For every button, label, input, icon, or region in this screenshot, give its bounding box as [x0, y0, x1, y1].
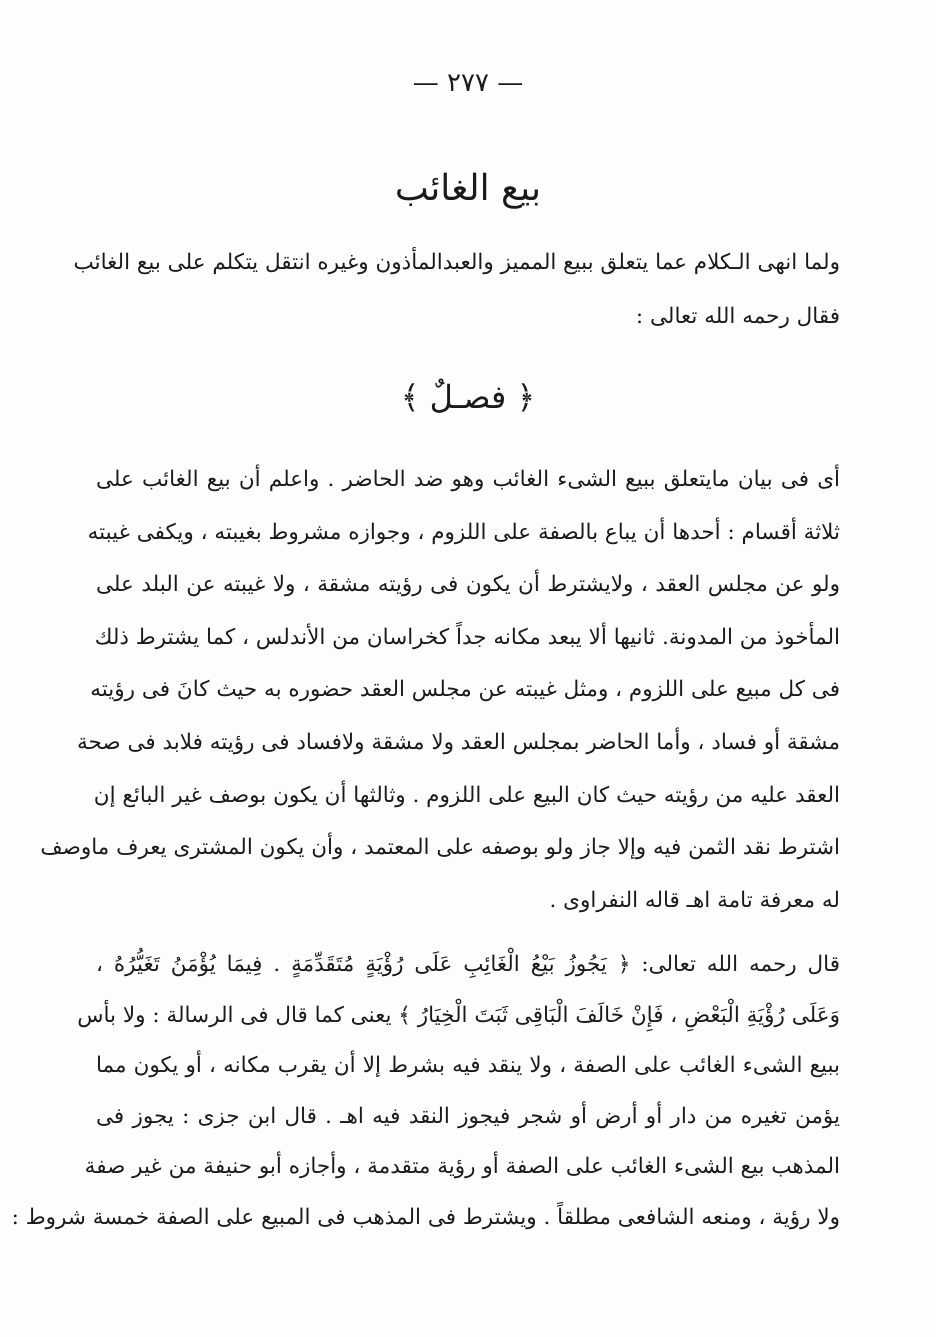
text-line: العقد عليه من رؤيته حيث كان البيع على اللزوم . وثالثها أن يكون بوصف غير البائع إن: [93, 782, 840, 808]
page-number: — ٢٧٧ —: [412, 68, 524, 98]
matn-paragraph: [11, 940, 840, 1244]
section-title: ﴿ فصـلٌ ﴾: [400, 378, 536, 416]
chapter-title: بيع الغائب: [394, 168, 542, 209]
text-line: له معرفة تامة اهـ قاله النفراوى .: [549, 887, 840, 913]
text-line: يؤمن تغيره من دار أو أرض أو شجر فيجوز النقد فيه اهـ . قال ابن جزى : يجوز فى: [96, 1103, 840, 1129]
text-line: ولو عن مجلس العقد ، ولايشترط أن يكون فى رؤيته مشقة ، ولا غيبته عن البلد على: [96, 572, 840, 598]
text-line: ولما انهى الـكلام عما يتعلق ببيع المميز والعبدالمأذون وغيره انتقل يتكلم على بيع الغائب: [73, 250, 840, 275]
text-line: مشقة أو فساد ، وأما الحاضر بمجلس العقد ولا مشقة ولافساد فى رؤيته فلابد فى صحة: [76, 729, 840, 755]
text-line: ثلاثة أقسام : أحدها أن يباع بالصفة على اللزوم ، وجوازه مشروط بغيبته ، ويكفى غيبته: [87, 519, 840, 545]
text-line: المذهب بيع الشىء الغائب على الصفة أو رؤية متقدمة ، وأجازه أبو حنيفة من غير صفة: [84, 1154, 840, 1180]
intro-paragraph: [73, 236, 840, 344]
text-line: فى كل مبيع على اللزوم ، ومثل غيبته عن مجلس العقد حضوره به حيث كانَ فى رؤيته: [90, 677, 840, 703]
text-line: وَعَلَى رُؤْيَةِ الْبَعْضِ ، فَإِنْ خَالَفَ الْبَاقِى ثَبَتَ الْخِيَارُ ﴾ يعنى كما قال فى الرسالة : ولا بأس: [77, 1002, 840, 1028]
text-line: ببيع الشىء الغائب على الصفة ، ولا ينقد فيه بشرط إلا أن يقرب مكانه ، أو يكون مما: [96, 1053, 840, 1079]
text-line: فقال رحمه الله تعالى :: [635, 304, 840, 329]
text-line: المأخوذ من المدونة. ثانيها ألا يبعد مكانه جداً كخراسان من الأندلس ، كما يشترط ذلك: [94, 624, 840, 650]
text-line: اشترط نقد الثمن فيه وإلا جاز ولو بوصفه على المعتمد ، وأن يكون المشترى يعرف ماوصف: [40, 835, 840, 861]
text-line: قال رحمه الله تعالى: ﴿ يَجُوزُ بَيْعُ الْغَائِبِ عَلَى رُؤْيَةٍ مُتَقَدِّمَةٍ . فِيمَا يُؤْمَنُ تَغَيُّرُهُ ،: [96, 952, 840, 977]
text-line: ولا رؤية ، ومنعه الشافعى مطلقاً . ويشترط فى المذهب فى المبيع على الصفة خمسة شروط :: [11, 1204, 840, 1230]
commentary-paragraph: [40, 454, 840, 927]
text-line: أى فى بيان مايتعلق ببيع الشىء الغائب وهو ضد الحاضر . واعلم أن بيع الغائب على: [96, 467, 840, 492]
